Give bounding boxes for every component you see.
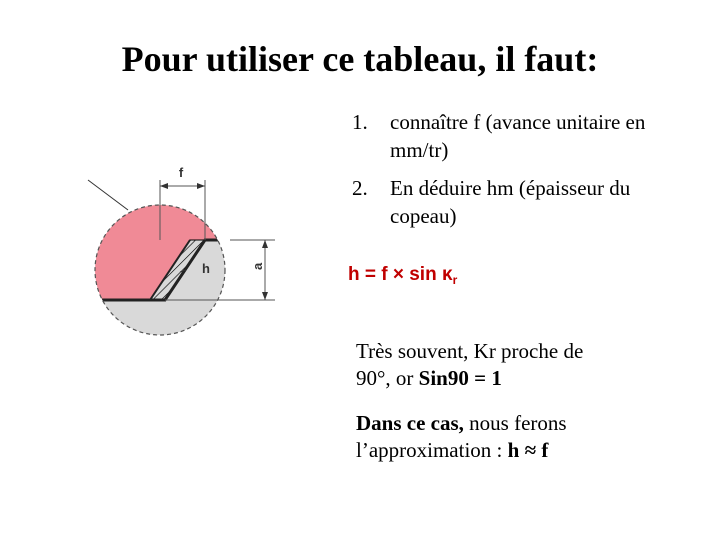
note-approximation — [356, 410, 656, 464]
note-bold: h ≈ f — [507, 438, 549, 462]
formula-subscript: r — [452, 273, 458, 287]
slide-title: Pour utiliser ce tableau, il faut: — [121, 39, 599, 79]
label-f: f — [178, 165, 184, 180]
step-number: 1. — [352, 110, 368, 134]
step-text: connaître f (avance unitaire en mm/tr) — [390, 110, 646, 162]
note-bold: Sin90 = 1 — [418, 366, 502, 390]
label-a: a — [250, 262, 265, 270]
note-text: l’approximation : — [356, 438, 508, 462]
note-text: nous ferons — [463, 411, 567, 435]
step-text: En déduire hm (épaisseur du copeau) — [390, 176, 631, 228]
note-bold: Dans ce cas, — [356, 411, 464, 435]
list-item — [352, 174, 652, 230]
note-line — [356, 437, 656, 464]
chip-thickness-diagram — [80, 160, 280, 360]
label-h: h — [202, 261, 210, 276]
note-text: 90°, or — [356, 366, 419, 390]
formula-main: h = f × sin κ — [348, 264, 453, 285]
formula — [348, 264, 457, 287]
note-sin90 — [356, 338, 656, 392]
note-line: Très souvent, Kr proche de — [356, 339, 584, 363]
list-item — [352, 108, 652, 164]
note-line — [356, 410, 656, 437]
steps-list — [352, 108, 652, 240]
note-line — [356, 365, 656, 392]
step-number: 2. — [352, 176, 368, 200]
